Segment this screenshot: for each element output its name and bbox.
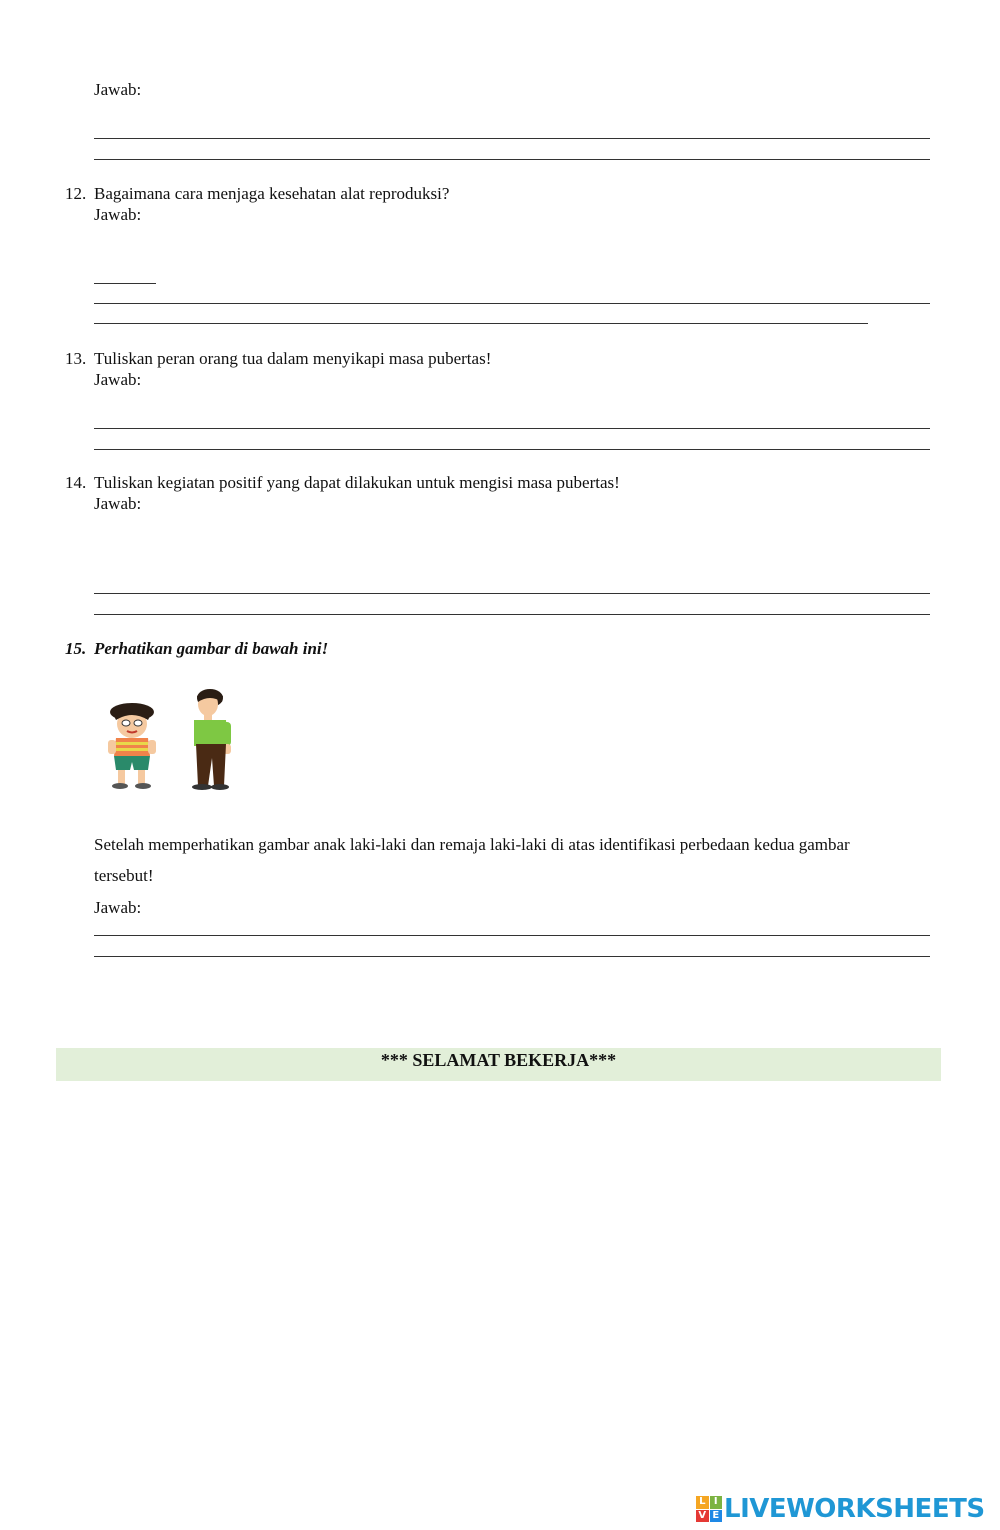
- liveworksheets-logo[interactable]: [696, 1493, 985, 1525]
- answer-line[interactable]: [94, 935, 930, 936]
- answer-line[interactable]: [94, 159, 930, 160]
- answer-line[interactable]: [94, 428, 930, 429]
- q12-question: Bagaimana cara menjaga kesehatan alat reproduksi?: [94, 184, 450, 203]
- answer-line[interactable]: [94, 593, 930, 594]
- liveworksheets-wordmark: LIVEWORKSHEETS: [724, 1494, 985, 1524]
- q15-instruction-line2: tersebut!: [94, 866, 154, 885]
- q13-question: Tuliskan peran orang tua dalam menyikapi masa pubertas!: [94, 349, 492, 368]
- q15-number: 15.: [65, 639, 87, 658]
- q13-number: 13.: [65, 349, 87, 368]
- answer-line[interactable]: [94, 614, 930, 615]
- illustration: [96, 686, 246, 792]
- q14-question: Tuliskan kegiatan positif yang dapat dilakukan untuk mengisi masa pubertas!: [94, 473, 620, 492]
- q15-instruction-line1: Setelah memperhatikan gambar anak laki-laki dan remaja laki-laki di atas identifikasi perbedaan kedua gambar: [94, 835, 850, 854]
- teen-figure: [192, 689, 231, 790]
- q15-answer-label: Jawab:: [94, 898, 142, 917]
- answer-line[interactable]: [94, 956, 930, 957]
- q15-question: Perhatikan gambar di bawah ini!: [94, 639, 329, 658]
- mark-letter: V: [696, 1510, 709, 1523]
- boy-figure: [108, 703, 156, 789]
- answer-line[interactable]: [94, 323, 868, 324]
- mark-letter: E: [710, 1510, 723, 1523]
- mark-letter: I: [710, 1496, 723, 1509]
- closing-banner: [56, 1048, 941, 1081]
- q14-number: 14.: [65, 473, 87, 492]
- q12-number: 12.: [65, 184, 87, 203]
- q14-answer-label: Jawab:: [94, 494, 142, 513]
- liveworksheets-mark-icon: [696, 1496, 722, 1522]
- answer-line[interactable]: [94, 303, 930, 304]
- answer-line[interactable]: [94, 138, 930, 139]
- q11-answer-label: Jawab:: [94, 80, 142, 99]
- answer-line[interactable]: [94, 283, 156, 284]
- q13-answer-label: Jawab:: [94, 370, 142, 389]
- mark-letter: L: [696, 1496, 709, 1509]
- closing-banner-text: *** SELAMAT BEKERJA***: [380, 1050, 617, 1070]
- answer-line[interactable]: [94, 449, 930, 450]
- q12-answer-label: Jawab:: [94, 205, 142, 224]
